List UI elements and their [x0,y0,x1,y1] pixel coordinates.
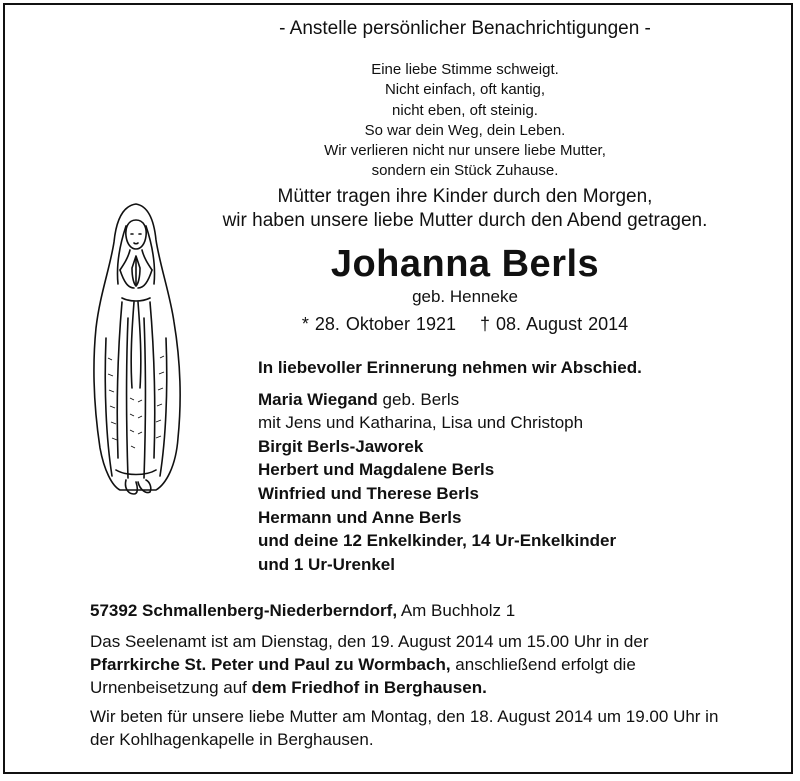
deceased-name: Johanna Berls [330,243,600,285]
mourner-suffix: geb. Berls [377,389,460,409]
address-street: Am Buchholz 1 [397,601,516,620]
address-place: 57392 Schmallenberg-Niederberndorf, [90,601,398,620]
birth-date: * 28. Oktober 1921 [301,314,456,334]
mourner-line: Winfried und Therese Berls [258,483,479,503]
poem [260,60,670,182]
poem-line: So war dein Weg, dein Leben. [364,121,566,139]
service-paragraph [90,630,730,699]
mourner-line: Birgit Berls-Jaworek [258,436,424,456]
poem-line: sondern ein Stück Zuhause. [371,162,559,180]
maiden-name: geb. Henneke [412,287,518,306]
farewell-line: In liebevoller Erinnerung nehmen wir Abschied. [258,358,642,377]
quote [200,185,730,233]
quote-line: wir haben unsere liebe Mutter durch den Abend getragen. [222,210,708,231]
cemetery-name: dem Friedhof in Berghausen. [251,678,487,697]
mourner-line: Herbert und Magdalene Berls [258,460,495,480]
service-text: anschließend erfolgt die Urnenbeisetzung auf [90,655,636,697]
notice-heading: - Anstelle persönlicher Benachrichtigungen - [279,18,651,39]
poem-line: nicht eben, oft steinig. [392,101,538,119]
mourner-line: und deine 12 Enkelkinder, 14 Ur-Enkelkinder [258,531,617,551]
church-name: Pfarrkirche St. Peter und Paul zu Wormbach, [90,655,451,674]
mourner-line: Hermann und Anne Berls [258,507,462,527]
mourners-list [258,356,738,576]
quote-line: Mütter tragen ihre Kinder durch den Morgen, [277,186,653,207]
address [90,599,730,622]
poem-line: Nicht einfach, oft kantig, [384,81,546,99]
prayer-paragraph: Wir beten für unsere liebe Mutter am Montag, den 18. August 2014 um 19.00 Uhr in der Kohlhagenkapelle in Berghausen. [90,707,719,749]
mourner-name: Maria Wiegand [258,389,378,409]
madonna-illustration [86,198,186,502]
life-dates [250,314,680,335]
service-text: Das Seelenamt ist am Dienstag, den 19. August 2014 um 15.00 Uhr in der [90,632,649,651]
mourner-line: und 1 Ur-Urenkel [258,554,395,574]
poem-line: Eine liebe Stimme schweigt. [371,61,559,78]
poem-line: Wir verlieren nicht nur unsere liebe Mutter, [324,142,606,160]
death-date: † 08. August 2014 [479,314,629,334]
mourner-line: mit Jens und Katharina, Lisa und Christoph [258,413,584,433]
mourner-line [258,388,738,412]
